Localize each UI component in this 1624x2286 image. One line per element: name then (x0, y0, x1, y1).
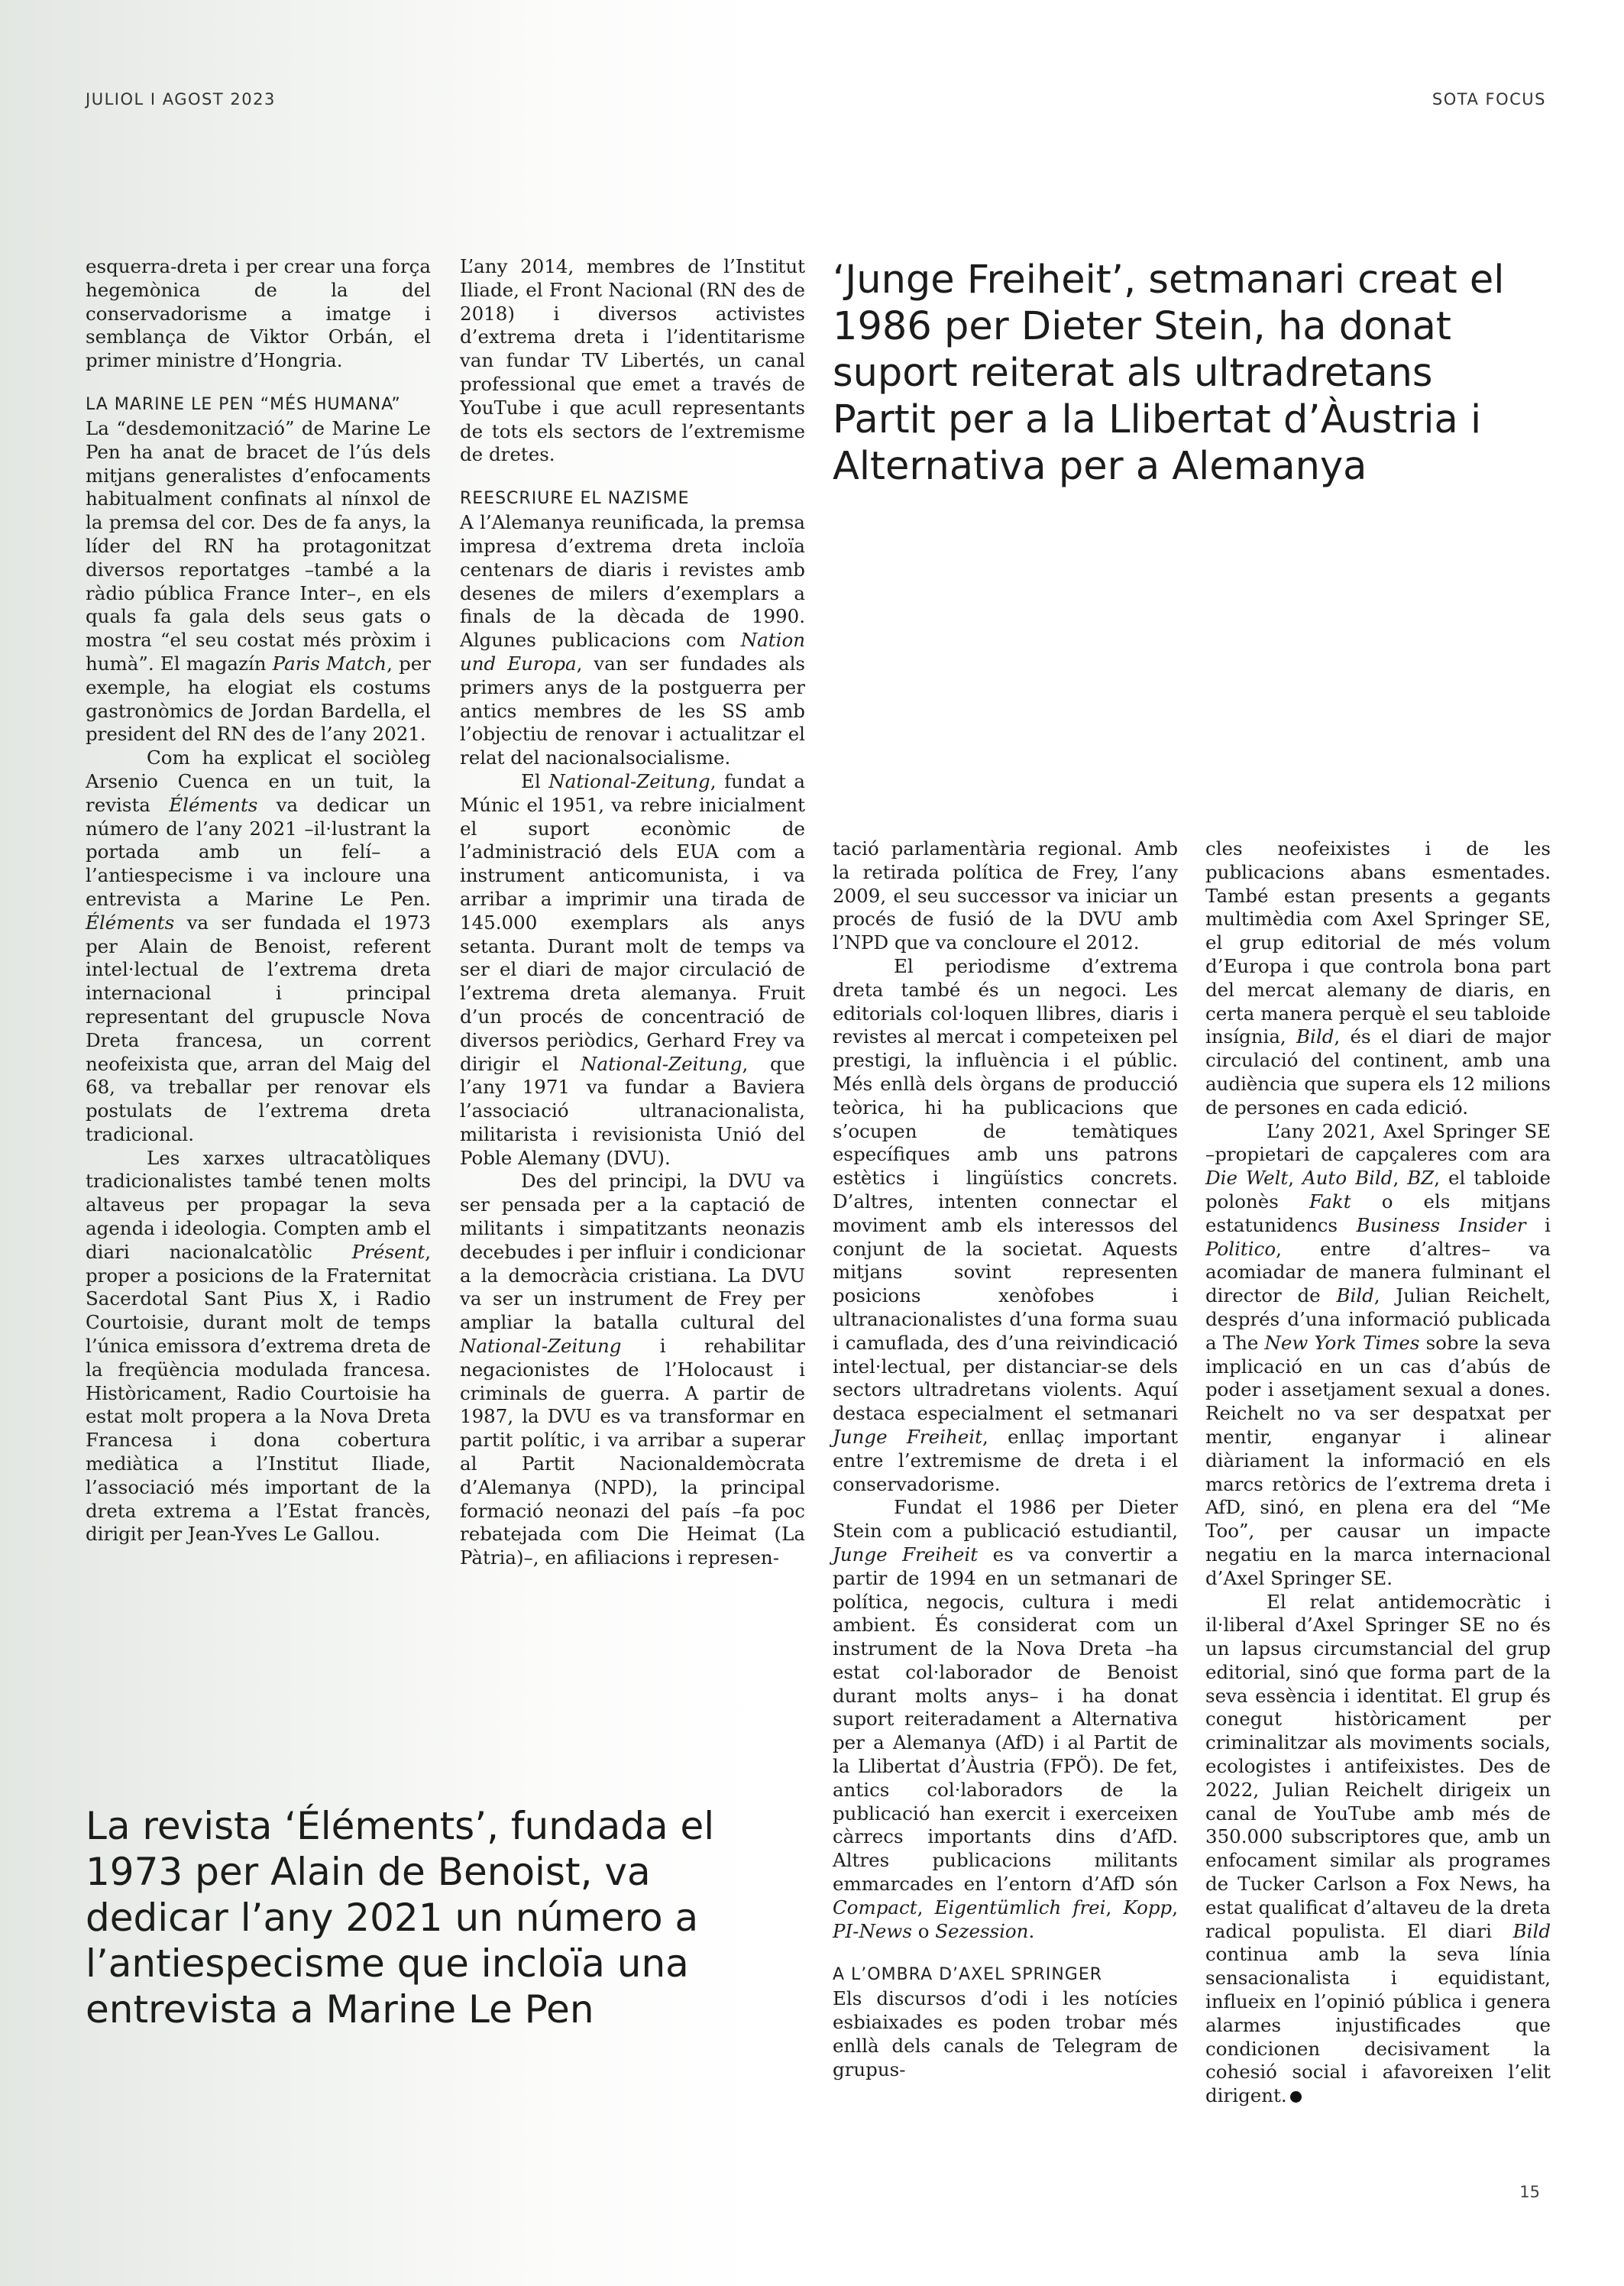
paragraph: El periodisme d’extrema dreta també és un negoci. Les editorials col·loquen llibres, diaris i revistes al mercat i competeixen pel prestigi, la influència i el públic. Més enllà dels òrgans de producció teòrica, hi ha publicacions que s’ocupen de temàtiques específiques amb uns patrons estètics i lingüístics concrets. D’altres, intenten connectar el moviment amb els interessos del conjunt de la societat. Aquests mitjans sovint representen posicions xenòfobes i ultranacionalistes d’una forma suau i camuflada, des d’una reivindicació intel·lectual, per distanciar-se dels sectors ultradretans violents. Aquí destaca especialment el setmanari Junge Freiheit, enllaç important entre l’extremisme de dreta i el conservadorisme. (833, 954, 1179, 1495)
pull-quote-top: ‘Junge Freiheit’, setmanari creat el 1986 per Dieter Stein, ha donat suport reiterat als ultradretans Partit per a la Llibertat d’Àustria i Alternativa per a Alemanya (833, 257, 1505, 489)
issue-date-header: JULIOL I AGOST 2023 (86, 90, 276, 108)
paragraph: Els discursos d’odi i les notícies esbiaixades es poden trobar més enllà dels canals de Telegram de grupus- (833, 1987, 1178, 2080)
paragraph: Des del principi, la DVU va ser pensada per a la captació de militants i simpatitzants neonazis decebudes i per influir i condicionar a la democràcia cristiana. La DVU va ser un instrument de Frey per ampliar la batalla cultural del National-Zeitung i rehabilitar negacionistes de l’Holocaust i criminals de guerra. A partir de 1987, la DVU es va transformar en partit polític, i va arribar a superar al Partit Nacionaldemòcrata d’Alemanya (NPD), la principal formació neonazi del país –fa poc rebatejada com Die Heimat (La Pàtria)–, en afiliacions i represen- (460, 1170, 805, 1569)
section-heading: REESCRIURE EL NAZISME (460, 489, 690, 509)
paragraph: tació parlamentària regional. Amb la retirada política de Frey, l’any 2009, el seu successor va iniciar un procés de fusió de la DVU amb l’NPD que va concloure el 2012. (833, 837, 1178, 954)
paragraph: Les xarxes ultracatòliques tradicionalistes també tenen molts altaveus per propagar la seva agenda i ideologia. Compten amb el diari nacionalcatòlic Présent, proper a posicions de la Fraternitat Sacerdotal Sant Pius X, i Radio Courtoisie, durant molt de temps l’única emissora d’extrema dreta de la freqüència modulada francesa. Històricament, Radio Courtoisie ha estat molt propera a la Nova Dreta Francesa i dona cobertura mediàtica a l’Institut Iliade, l’associació més important de la dreta extrema a l’Estat francès, dirigit per Jean-Yves Le Gallou. (86, 1146, 431, 1546)
paragraph: L’any 2021, Axel Springer SE –propietari de capçaleres com ara Die Welt, Auto Bild, BZ, el tabloide polonès Fakt o els mitjans estatunidencs Business Insider i Politico, entre d’altres– va acomiadar de manera fulminant el director de Bild, Julian Reichelt, després d’una informació publicada a The New York Times sobre la seva implicació en un cas d’abús de poder i assetjament sexual a dones. Reichelt no va ser despatxat per mentir, enganyar i alinear diàriament la informació en els marcs retòrics de l’extrema dreta i AfD, sinó, en plena era del “Me Too”, per causar un impacte negatiu en la marca internacional d’Axel Springer SE. (1205, 1119, 1551, 1589)
paragraph: L’any 2014, membres de l’Institut Iliade, el Front Nacional (RN des de 2018) i diversos activistes d’extrema dreta i l’identitarisme van fundar TV Libertés, un canal professional que emet a través de YouTube i que acull representants de tots els sectors de l’extremisme de dretes. (460, 255, 805, 466)
section-heading: LA MARINE LE PEN “MÉS HUMANA” (86, 394, 401, 414)
article-column-1 (86, 255, 431, 1546)
paragraph: El National-Zeitung, fundat a Múnic el 1951, va rebre inicialment el suport econòmic de l’administració dels EUA com a instrument anticomunista, i va arribar a imprimir una tirada de 145.000 exemplars als anys setanta. Durant molt de temps va ser el diari de major circulació de l’extrema dreta alemanya. Fruit d’un procés de concentració de diversos periòdics, Gerhard Frey va dirigir el National-Zeitung, que l’any 1971 va fundar a Baviera l’associació ultranacionalista, militarista i revisionista Unió del Poble Alemany (DVU). (460, 769, 806, 1169)
page-number: 15 (1519, 2183, 1540, 2201)
article-column-2 (460, 255, 805, 1570)
pull-quote-bottom: La revista ‘Éléments’, fundada el 1973 per Alain de Benoist, va dedicar l’any 2021 un número a l’antiespecisme que incloïa una entrevista a Marine Le Pen (86, 1804, 715, 2032)
end-of-article-dot-icon (1290, 2091, 1302, 2103)
paragraph: Com ha explicat el sociòleg Arsenio Cuenca en un tuit, la revista Éléments va dedicar un número de l’any 2021 –il·lustrant la portada amb un felí– a l’antiespecisme i va incloure una entrevista a Marine Le Pen. Éléments va ser fundada el 1973 per Alain de Benoist, referent intel·lectual de l’extrema dreta internacional i principal representant del grupuscle Nova Dreta francesa, un corrent neofeixista que, arran del Maig del 68, va treballar per renovar els postulats de l’extrema dreta tradicional. (86, 746, 431, 1145)
section-heading: A L’OMBRA D’AXEL SPRINGER (833, 1965, 1103, 1985)
paragraph: El relat antidemocràtic i il·liberal d’Axel Springer SE no és un lapsus circumstancial del grup editorial, sinó que forma part de la seva essència i identitat. El grup és conegut històricament per criminalitzar als moviments socials, ecologistes i antifeixistes. Des de 2022, Julian Reichelt dirigeix un canal de YouTube amb més de 350.000 subscriptores que, amb un enfocament similar als programes de Tucker Carlson a Fox News, ha estat qualificat d’altaveu de la dreta radical populista. El diari Bild continua amb la seva línia sensacionalista i equidistant, influeix en l’opinió pública i genera alarmes injustificades que condicionen decisivament la cohesió social i afavoreixen l’elit dirigent. (1205, 1590, 1551, 2107)
article-column-3 (833, 837, 1178, 2082)
section-header: SOTA FOCUS (1432, 90, 1546, 108)
paragraph: Fundat el 1986 per Dieter Stein com a publicació estudiantil, Junge Freiheit es va convertir a partir de 1994 en un setmanari de política, negocis, cultura i medi ambient. És considerat com un instrument de la Nova Dreta –ha estat col·laborador de Benoist durant molts anys– i ha donat suport reiteradament a Alternativa per a Alemanya (AfD) i al Partit de la Llibertat d’Àustria (FPÖ). De fet, antics col·laboradors de la publicació han exercit i exerceixen càrrecs importants dins d’AfD. Altres publicacions militants emmarcades en l’entorn d’AfD són Compact, Eigentümlich frei, Kopp, PI-News o Sezession. (833, 1496, 1178, 1942)
paragraph: esquerra-dreta i per crear una força hegemònica de la del conservadorisme a imatge i semblança de Viktor Orbán, el primer ministre d’Hongria. (86, 255, 431, 372)
paragraph: A l’Alemanya reunificada, la premsa impresa d’extrema dreta incloïa centenars de diaris i revistes amb desenes de milers d’exemplars a finals de la dècada de 1990. Algunes publicacions com Nation und Europa, van ser fundades als primers anys de la postguerra per antics membres de les SS amb l’objectiu de renovar i actualitzar el relat del nacionalsocialisme. (460, 511, 806, 769)
paragraph: La “desdemonització” de Marine Le Pen ha anat de bracet de l’ús dels mitjans generalistes d’enfocaments habitualment confinats al nínxol de la premsa del cor. Des de fa anys, la líder del RN ha protagonitzat diversos reportatges –també a la ràdio pública France Inter–, en els quals fa gala dels seus gats o mostra “el seu costat més pròxim i humà”. El magazín Paris Match, per exemple, ha elogiat els costums gastronòmics de Jordan Bardella, el president del RN des de l’any 2021. (86, 416, 431, 746)
paragraph: cles neofeixistes i de les publicacions abans esmentades. També estan presents a gegants multimèdia com Axel Springer SE, el grup editorial de més volum d’Europa i que controla bona part del mercat alemany de diaris, en certa manera perquè el seu tabloide insígnia, Bild, és el diari de major circulació del continent, amb una audiència que supera els 12 milions de persones en cada edició. (1205, 837, 1551, 1119)
article-column-4 (1205, 837, 1551, 2108)
